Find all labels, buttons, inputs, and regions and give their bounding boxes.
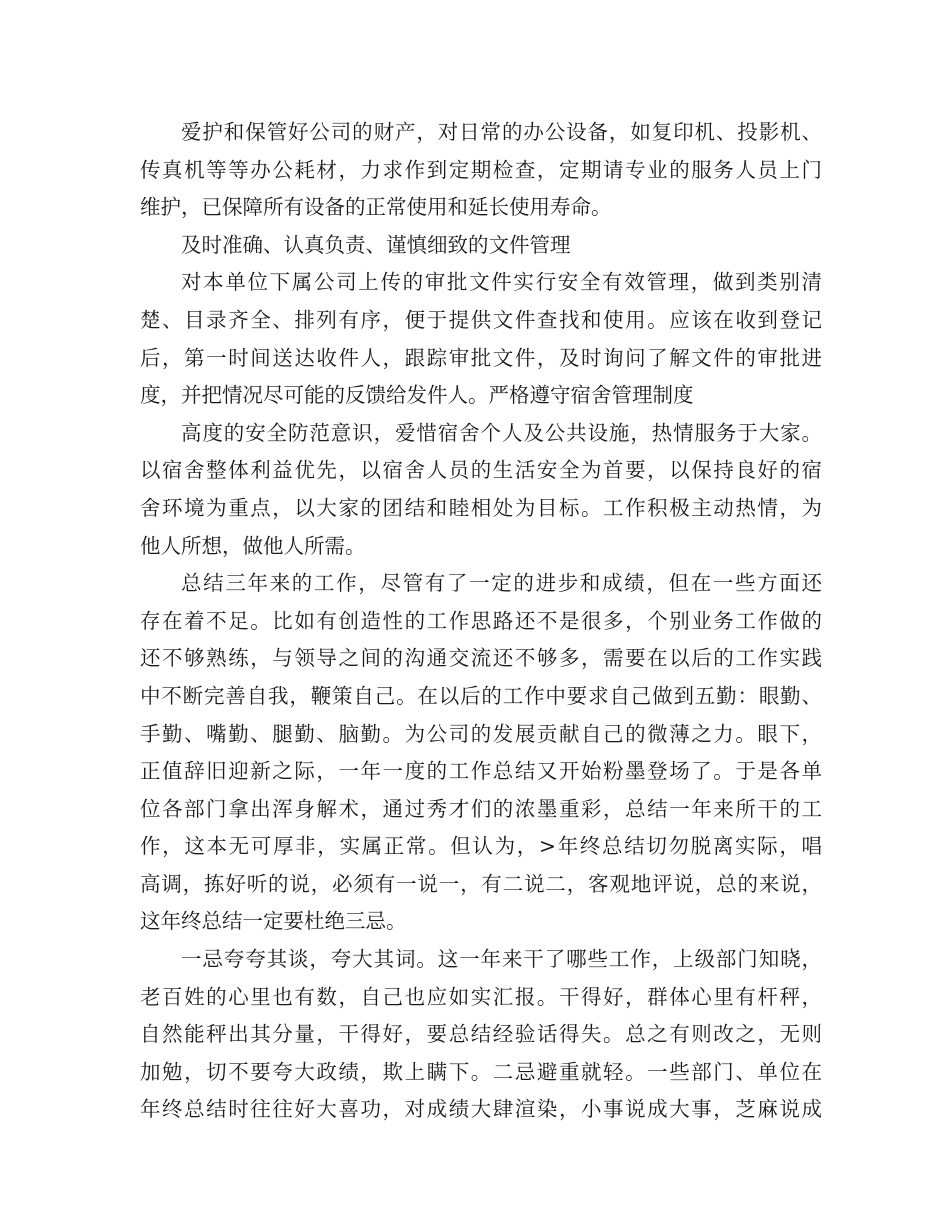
paragraph-heading	[140, 227, 822, 265]
text-line: 正值辞旧迎新之际，一年一度的工作总结又开始粉墨登场了。于是各单	[140, 759, 822, 784]
text-line: 高调，拣好听的说，必须有一说一，有二说二，客观地评说，总的来说，	[140, 871, 822, 896]
text-line: 年终总结时往往好大喜功，对成绩大肆渲染，小事说成大事，芝麻说成	[140, 1097, 822, 1122]
text-line: 还不够熟练，与领导之间的沟通交流还不够多，需要在以后的工作实践	[140, 646, 822, 671]
text-line: 他人所想，做他人所需。	[140, 533, 366, 558]
text-line: 传真机等等办公耗材，力求作到定期检查，定期请专业的服务人员上门	[140, 157, 822, 182]
text-line: 维护，已保障所有设备的正常使用和延长使用寿命。	[140, 195, 612, 220]
text-line: 自然能秤出其分量，干得好，要总结经验话得失。总之有则改之，无则	[140, 1022, 822, 1047]
text-line: 楚、目录齐全、排列有序，便于提供文件查找和使用。应该在收到登记	[140, 307, 822, 332]
text-line: 手勤、嘴勤、腿勤、脑勤。为公司的发展贡献自己的微薄之力。眼下，	[140, 721, 822, 746]
paragraph	[140, 264, 822, 414]
text-line: 加勉，切不要夸大政绩，欺上瞒下。二忌避重就轻。一些部门、单位在	[140, 1059, 822, 1084]
text-line: 位各部门拿出浑身解术，通过秀才们的浓墨重彩，总结一年来所干的工	[140, 796, 822, 821]
document-body	[140, 114, 822, 1129]
text-line: 一忌夸夸其谈，夸大其词。这一年来干了哪些工作，上级部门知晓，	[181, 947, 822, 972]
text-line: 度，并把情况尽可能的反馈给发件人。严格遵守宿舍管理制度	[140, 383, 694, 408]
text-line: 这年终总结一定要杜绝三忌。	[140, 909, 407, 934]
text-line: 中不断完善自我，鞭策自己。在以后的工作中要求自己做到五勤：眼勤、	[140, 683, 822, 708]
text-line: 对本单位下属公司上传的审批文件实行安全有效管理，做到类别清	[181, 270, 822, 295]
paragraph	[140, 114, 822, 227]
text-line: 以宿舍整体利益优先，以宿舍人员的生活安全为首要，以保持良好的宿	[140, 458, 822, 483]
text-line: 作，这本无可厚非，实属正常。但认为，>年终总结切勿脱离实际，唱	[140, 834, 822, 859]
text-line: 高度的安全防范意识，爱惜宿舍个人及公共设施，热情服务于大家。	[181, 420, 822, 445]
text-line: 总结三年来的工作，尽管有了一定的进步和成绩，但在一些方面还	[181, 571, 822, 596]
text-line: 及时准确、认真负责、谨慎细致的文件管理	[181, 232, 571, 257]
text-line: 后，第一时间送达收件人，跟踪审批文件，及时询问了解文件的审批进	[140, 345, 822, 370]
paragraph	[140, 415, 822, 565]
text-line: 老百姓的心里也有数，自己也应如实汇报。干得好，群体心里有杆秤，	[140, 984, 822, 1009]
paragraph	[140, 941, 822, 1129]
text-line: 舍环境为重点，以大家的团结和睦相处为目标。工作积极主动热情，为	[140, 495, 822, 520]
paragraph	[140, 565, 822, 941]
text-line: 爱护和保管好公司的财产，对日常的办公设备，如复印机、投影机、	[181, 120, 822, 144]
text-line: 存在着不足。比如有创造性的工作思路还不是很多，个别业务工作做的	[140, 608, 822, 633]
